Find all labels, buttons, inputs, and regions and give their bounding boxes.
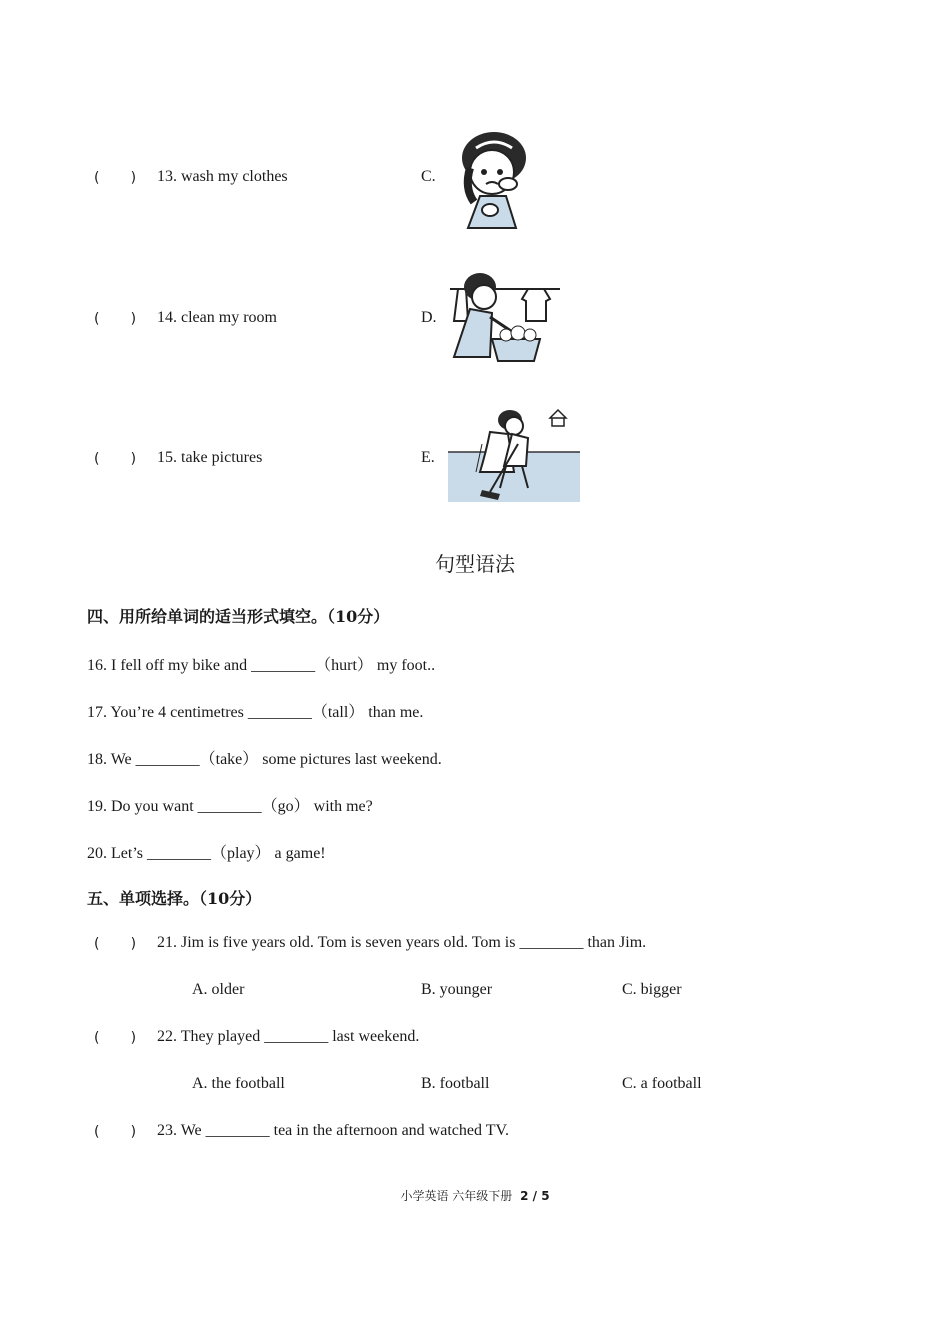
girl-sweeping-floor-picture — [446, 404, 582, 518]
part4-heading: 四、用所给单词的适当形式填空。（10分） — [87, 607, 390, 626]
option-letter-d: D. — [421, 309, 437, 326]
option-letter-e: E. — [421, 449, 435, 466]
answer-parentheses[interactable]: ( ) — [94, 936, 137, 952]
option-c[interactable]: C. a football — [622, 1075, 702, 1092]
answer-parentheses[interactable]: ( ) — [94, 1030, 137, 1046]
option-b[interactable]: B. football — [421, 1075, 490, 1092]
page-number: 2 / 5 — [520, 1189, 550, 1203]
answer-parentheses[interactable]: ( ) — [94, 451, 137, 467]
option-a[interactable]: A. older — [192, 981, 245, 998]
option-b[interactable]: B. younger — [421, 981, 493, 998]
matching-item-13: 13. wash my clothes — [157, 168, 288, 185]
option-letter-c: C. — [421, 168, 436, 185]
fill-blank-20: 20. Let’s ________（play） a game! — [87, 845, 326, 862]
option-a[interactable]: A. the football — [192, 1075, 285, 1092]
girl-crying-picture — [446, 128, 540, 232]
part5-heading: 五、单项选择。（10分） — [87, 889, 262, 908]
answer-parentheses[interactable]: ( ) — [94, 311, 137, 327]
page-footer — [0, 1187, 950, 1204]
girl-washing-clothes-picture — [446, 265, 564, 369]
fill-blank-19: 19. Do you want ________（go） with me? — [87, 798, 373, 815]
answer-parentheses[interactable]: ( ) — [94, 170, 137, 186]
footer-text: 小学英语 六年级下册 — [400, 1189, 513, 1203]
fill-blank-16: 16. I fell off my bike and ________（hurt） my foot.. — [87, 657, 436, 674]
fill-blank-18: 18. We ________（take） some pictures last weekend. — [87, 751, 442, 768]
fill-blank-17: 17. You’re 4 centimetres ________（tall） than me. — [87, 704, 424, 721]
question-23: 23. We ________ tea in the afternoon and watched TV. — [157, 1122, 509, 1139]
matching-item-14: 14. clean my room — [157, 309, 277, 326]
answer-parentheses[interactable]: ( ) — [94, 1124, 137, 1140]
question-21: 21. Jim is five years old. Tom is seven years old. Tom is ________ than Jim. — [157, 934, 647, 951]
option-c[interactable]: C. bigger — [622, 981, 682, 998]
question-22: 22. They played ________ last weekend. — [157, 1028, 420, 1045]
section-title: 句型语法 — [435, 552, 515, 576]
matching-item-15: 15. take pictures — [157, 449, 263, 466]
